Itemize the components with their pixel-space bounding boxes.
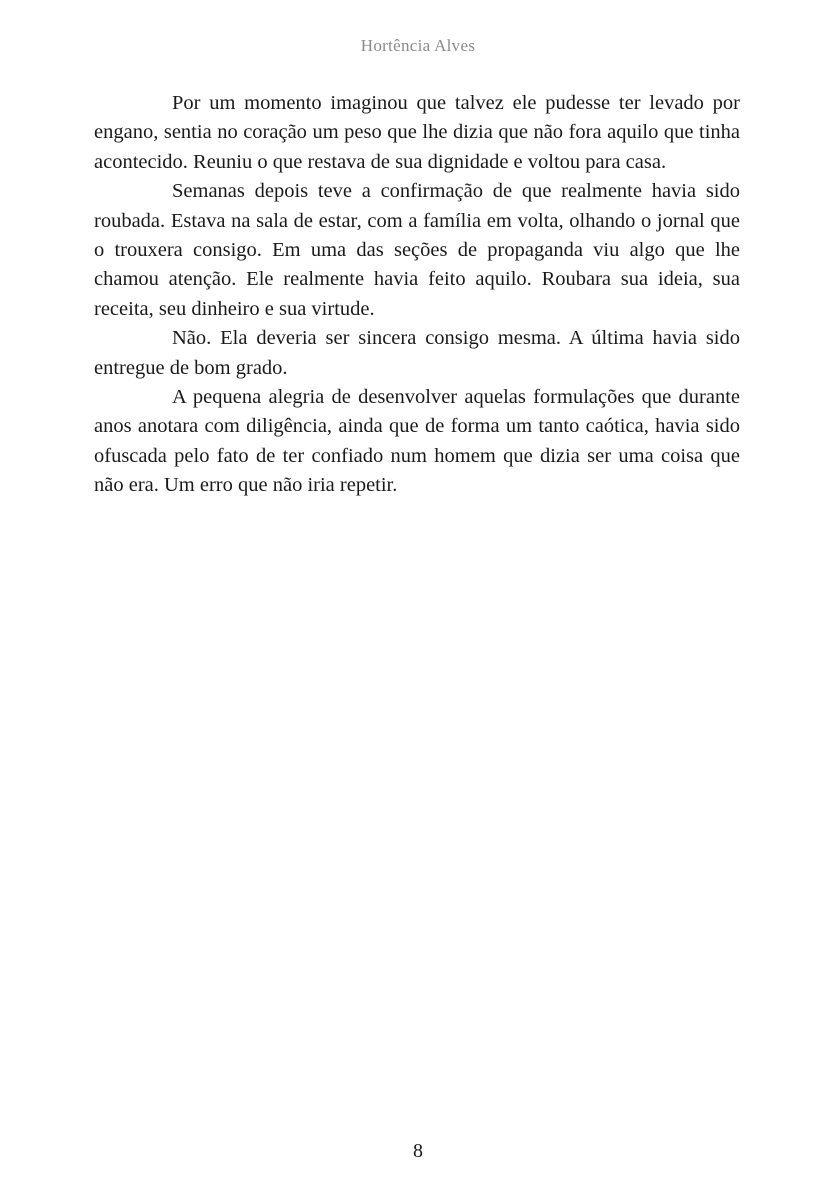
paragraph-2: Semanas depois teve a confirmação de que realmente havia sido roubada. Estava na sala de estar, com a família em volta, olhando o jornal que o trouxera consigo. Em uma das seções de propaganda viu algo que lhe chamou atenção. Ele realmente havia feito aquilo. Roubara sua ideia, sua receita, seu dinheiro e sua virtude. [94, 180, 740, 320]
paragraph-4: A pequena alegria de desenvolver aquelas formulações que durante anos anotara com diligência, ainda que de forma um tanto caótica, havia sido ofuscada pelo fato de ter confiado num homem que dizia ser uma coisa que não era. Um erro que não iria repetir. [94, 386, 740, 497]
running-header-author: Hortência Alves [360, 36, 476, 55]
paragraph-3: Não. Ela deveria ser sincera consigo mesma. A última havia sido entregue de bom grado. [94, 327, 740, 379]
body-text [94, 89, 740, 501]
page-number: 8 [413, 1140, 423, 1162]
paragraph-1: Por um momento imaginou que talvez ele pudesse ter levado por engano, sentia no coração um peso que lhe dizia que não fora aquilo que tinha acontecido. Reuniu o que restava de sua dignidade e voltou para casa. [94, 92, 740, 173]
